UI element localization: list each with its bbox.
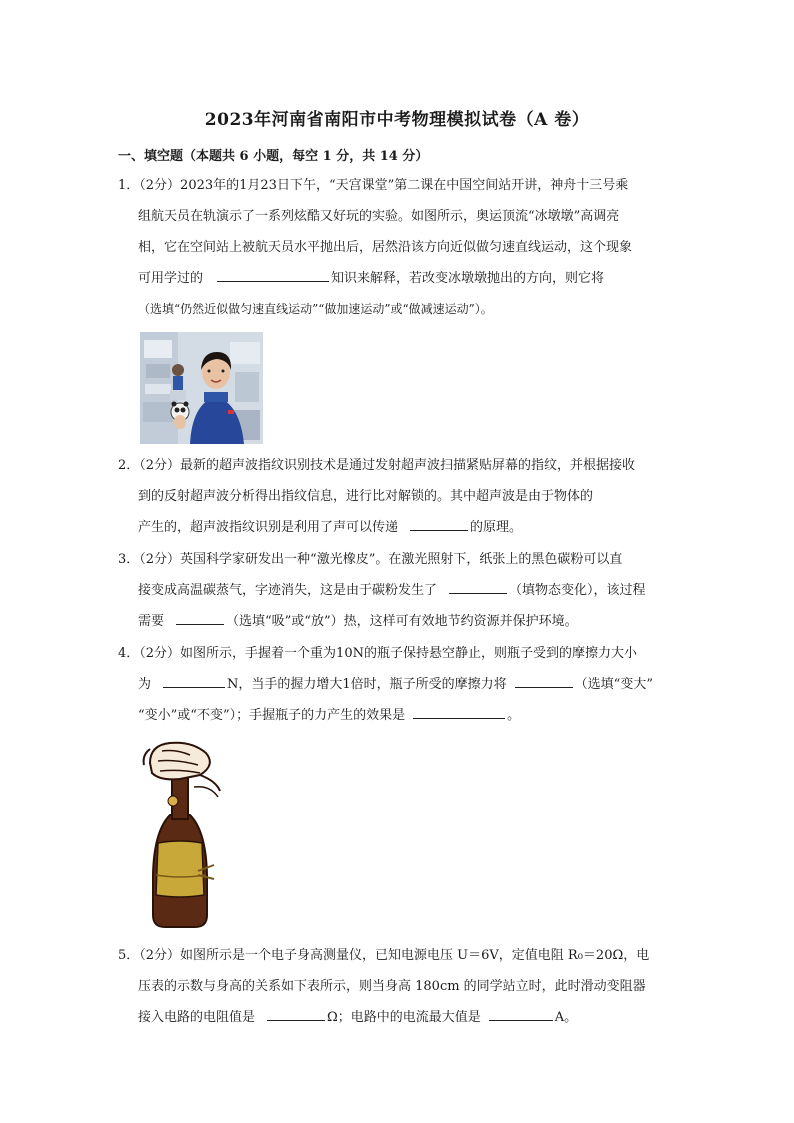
question-3 (118, 544, 688, 637)
question-2 (118, 450, 688, 543)
q1-line-2: 组航天员在轨演示了一系列炫酷又好玩的实验。如图所示，奥运顶流“冰墩墩”高调亮 (138, 209, 620, 224)
q5-blank-2[interactable] (489, 1005, 553, 1021)
q4-text-3b: 。 (507, 708, 521, 723)
q1-blank-1[interactable] (217, 266, 329, 282)
q3-line-1: 3．（2分）英国科学家研发出一种“激光橡皮”。在激光照射下，纸张上的黑色碳粉可以直 (118, 552, 623, 567)
q1-line-1: 1．（2分）2023年的1月23日下午，“天宫课堂”第二课在中国空间站开讲，神舟十三号乘 (118, 178, 629, 193)
q2-text-3b: 的原理。 (470, 520, 523, 535)
q4-blank-1[interactable] (163, 672, 225, 688)
q3-blank-1[interactable] (449, 578, 507, 594)
hand-holding-bottle-icon (140, 735, 260, 930)
q5-blank-1[interactable] (267, 1005, 325, 1021)
question-1 (118, 170, 688, 325)
q3-line-2 (118, 575, 688, 606)
q5-line-3 (118, 1002, 688, 1033)
q4-text-2b: N，当手的握力增大1倍时，瓶子所受的摩擦力将 (227, 677, 507, 692)
q1-text-4a: 可用学过的 (138, 271, 204, 286)
q4-line-3 (118, 700, 688, 731)
q4-text-2c: （选填“变大” (574, 677, 653, 692)
q2-line-1: 2．（2分）最新的超声波指纹识别技术是通过发射超声波扫描紧贴屏幕的指纹，并根据接收 (118, 458, 636, 473)
q2-blank-1[interactable] (410, 515, 468, 531)
q4-blank-2[interactable] (515, 672, 573, 688)
q1-line-5: （选填“仍然近似做匀速直线运动”“做加速运动”或“做减速运动”）。 (138, 302, 493, 316)
question-4 (118, 638, 688, 731)
q1-line-3: 相，它在空间站上被航天员水平抛出后，居然沿该方向近似做匀速直线运动，这个现象 (138, 240, 633, 255)
q4-line-2 (118, 669, 688, 700)
section-heading: 一、填空题（本题共 6 小题，每空 1 分，共 14 分） (118, 149, 429, 164)
q5-text-3a: 接入电路的电阻值是 (138, 1010, 256, 1025)
q3-blank-2[interactable] (176, 609, 224, 625)
q2-line-2: 到的反射超声波分析得出指纹信息，进行比对解锁的。其中超声波是由于物体的 (138, 489, 594, 504)
q3-text-3a: 需要 (138, 614, 165, 629)
q3-text-3b: （选填“吸”或“放”）热，这样可有效地节约资源并保护环境。 (226, 614, 578, 629)
q3-line-3 (118, 606, 688, 637)
q3-text-2a: 接变成高温碳蒸气，字迹消失，这是由于碳粉发生了 (138, 583, 438, 598)
q3-text-2b: （填物态变化），该过程 (509, 583, 646, 598)
q4-text-3a: “变小”或“不变”）；手握瓶子的力产生的效果是 (138, 708, 406, 723)
q2-text-3a: 产生的，超声波指纹识别是利用了声可以传递 (138, 520, 399, 535)
q4-text-2a: 为 (138, 677, 152, 692)
q5-text-3b: Ω；电路中的电流最大值是 (327, 1010, 481, 1025)
q5-line-2: 压表的示数与身高的关系如下表所示，则当身高 180cm 的同学站立时，此时滑动变阻器 (138, 979, 646, 994)
q4-blank-3[interactable] (413, 703, 505, 719)
q2-line-3 (118, 512, 688, 543)
q1-text-4b: 知识来解释，若改变冰墩墩抛出的方向，则它将 (331, 271, 605, 286)
astronaut-photo (140, 332, 263, 444)
exam-title: 2023年河南省南阳市中考物理模拟试卷（A 卷） (204, 110, 590, 130)
q4-line-1: 4．（2分）如图所示，手握着一个重为10N的瓶子保持悬空静止，则瓶子受到的摩擦力大小 (118, 646, 637, 661)
q5-line-1: 5．（2分）如图所示是一个电子身高测量仪，已知电源电压 U＝6V，定值电阻 R₀＝20Ω，电 (118, 948, 650, 963)
q1-line-4 (118, 263, 688, 294)
question-5 (118, 940, 688, 1033)
q5-text-3c: A。 (554, 1010, 578, 1025)
